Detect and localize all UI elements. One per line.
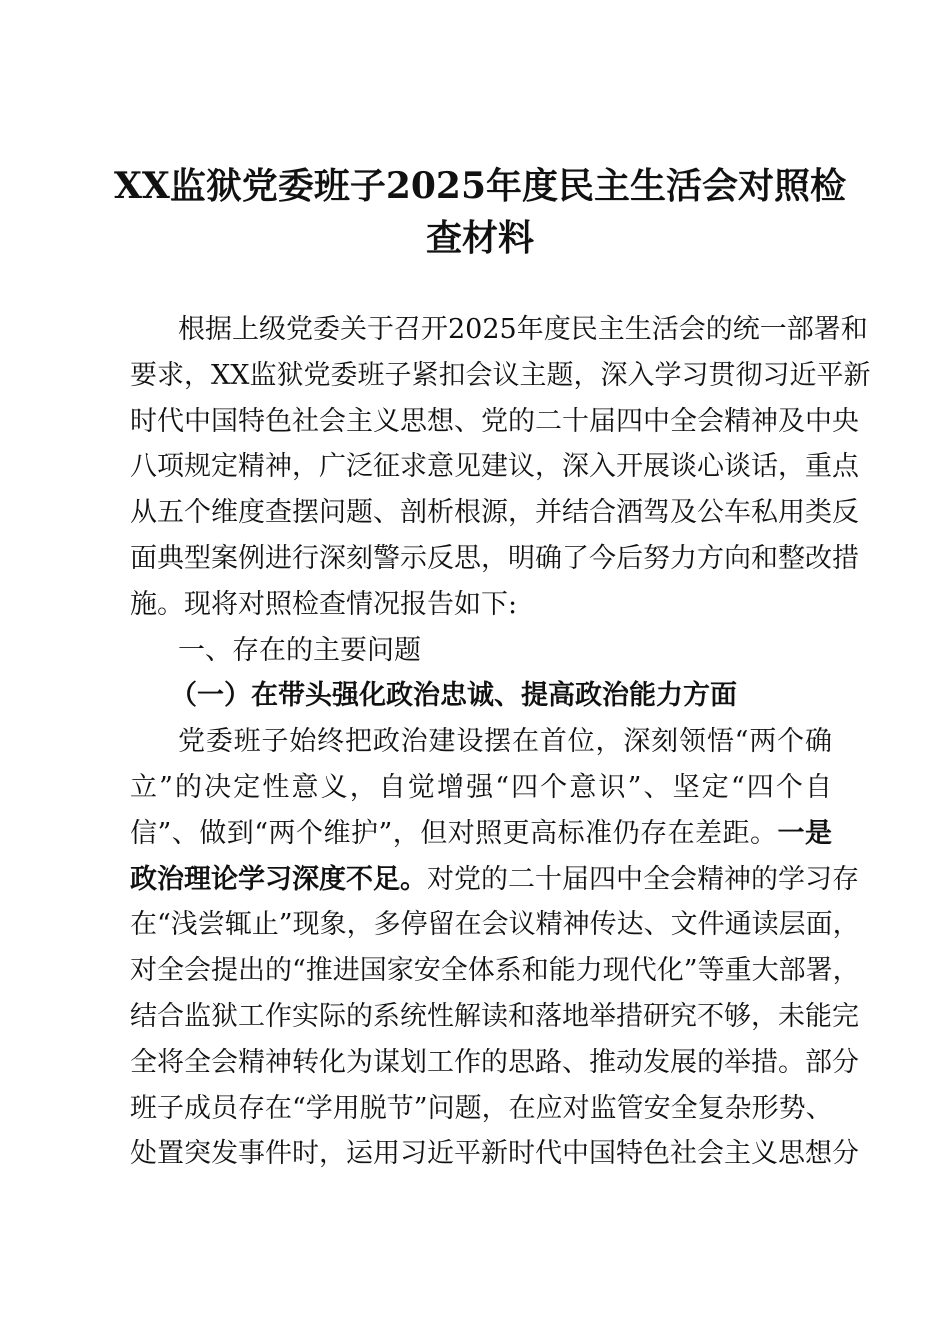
text-line [130,399,859,445]
text-run: 在“浅尝辄止”现象，多停留在会议精神传达、文件通读层面， [130,909,860,941]
text-line [130,536,859,582]
text-run: 结合监狱工作实际的系统性解读和落地举措研究不够，未能完 [130,1000,859,1032]
text-run: 从五个维度查摆问题、剖析根源，并结合酒驾及公车私用类反 [130,497,859,529]
text-line [130,628,832,674]
document-title [110,160,850,264]
title-line-1: XX监狱党委班子2025年度民主生活会对照检 [113,165,847,207]
text-line [130,811,832,857]
text-run: （一）在带头强化政治忠诚、提高政治能力方面 [170,680,737,712]
text-line [130,490,859,536]
text-run: 处置突发事件时，运用习近平新时代中国特色社会主义思想分 [130,1138,859,1170]
bold-text: 一是 [777,817,832,849]
subsection-heading [130,673,832,719]
text-line [130,719,832,765]
document-body [130,307,871,1177]
bold-text: 政治理论学习深度不足。 [130,863,427,895]
text-run: 时代中国特色社会主义思想、党的二十届四中全会精神及中央 [130,405,859,437]
text-line [130,765,832,811]
text-run: 全将全会精神转化为谋划工作的思路、推动发展的举措。部分 [130,1046,859,1078]
paragraph [130,719,860,1177]
text-line [130,948,860,994]
text-line [130,902,860,948]
paragraph [130,307,871,628]
text-line [130,582,832,628]
text-line [130,444,859,490]
text-run: 八项规定精神，广泛征求意见建议，深入开展谈心谈话，重点 [130,451,859,483]
text-run: 一、存在的主要问题 [178,634,421,666]
text-line [130,857,859,903]
text-line [130,1131,859,1177]
text-line [130,307,868,353]
text-run: 要求，XX监狱党委班子紧扣会议主题，深入学习贯彻习近平新 [130,359,871,391]
text-run: 施。现将对照检查情况报告如下: [130,588,518,620]
text-line [130,673,832,719]
text-line [130,994,859,1040]
text-run: 面典型案例进行深刻警示反思，明确了今后努力方向和整改措 [130,542,859,574]
text-run: 党委班子始终把政治建设摆在首位，深刻领悟“两个确 [178,726,832,758]
text-line [130,1086,832,1132]
text-run: 班子成员存在“学用脱节”问题，在应对监管安全复杂形势、 [130,1092,833,1124]
text-run: 对党的二十届四中全会精神的学习存 [427,863,859,895]
title-line-2: 查材料 [425,217,534,259]
text-run: 对全会提出的“推进国家安全体系和能力现代化”等重大部署， [130,955,860,987]
text-line [130,1040,859,1086]
text-run: 根据上级党委关于召开2025年度民主生活会的统一部署和 [178,314,868,345]
section-heading [130,628,832,674]
text-run: 信”、做到“两个维护”，但对照更高标准仍存在差距。 [130,817,778,849]
text-line [130,353,871,399]
text-run: 立”的决定性意义，自觉增强“四个意识”、坚定“四个自 [130,771,832,803]
